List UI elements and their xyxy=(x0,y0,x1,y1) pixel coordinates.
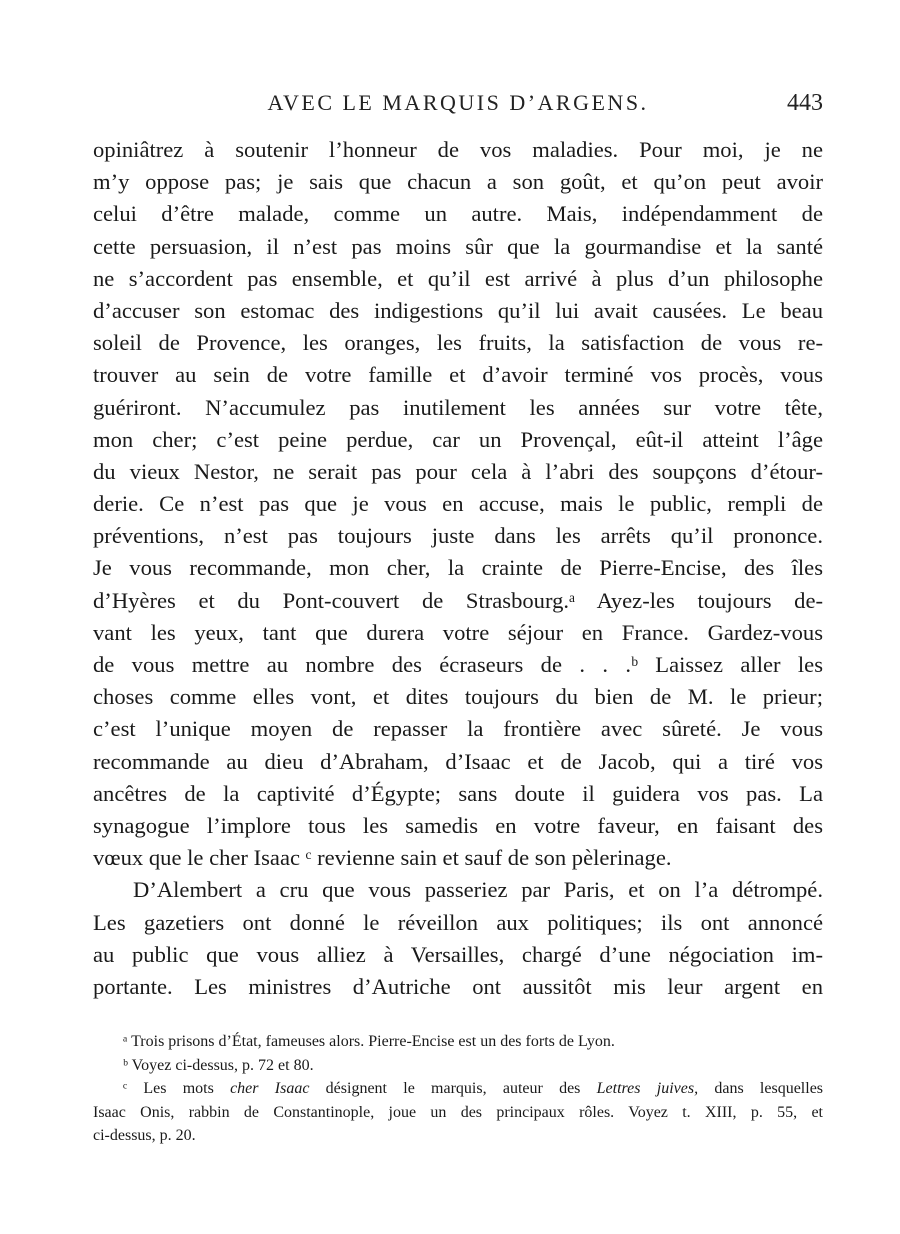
text-line: derie. Ce n’est pas que je vous en accuse, mais le public, rempli de xyxy=(93,491,823,517)
text-line: d’Hyères et du Pont-couvert de Strasbourg.ᵃ Ayez-les toujours de- xyxy=(93,587,823,613)
footnote-c-text: désignent le marquis, auteur des xyxy=(309,1080,597,1097)
text-line: c’est l’unique moyen de repasser la frontière avec sûreté. Je vous xyxy=(93,716,823,742)
footnote-b: ᵇ Voyez ci-dessus, p. 72 et 80. xyxy=(123,1056,314,1074)
text-line: de vous mettre au nombre des écraseurs de . . .ᵇ Laissez aller les xyxy=(93,652,823,677)
footnote-c-italic: Lettres juives, xyxy=(596,1080,699,1097)
footnotes xyxy=(93,1030,823,1148)
text-line: Je vous recommande, mon cher, la crainte de Pierre-Encise, des îles xyxy=(93,555,823,581)
text-line: préventions, n’est pas toujours juste dans les arrêts qu’il prononce. xyxy=(93,523,823,549)
text-line: mon cher; c’est peine perdue, car un Provençal, eût-il atteint l’âge xyxy=(93,426,823,452)
text-line: m’y oppose pas; je sais que chacun a son goût, et qu’on peut avoir xyxy=(93,169,823,195)
text-line: cette persuasion, il n’est pas moins sûr que la gourmandise et la santé xyxy=(93,233,823,259)
footnote-c-continued: Isaac Onis, rabbin de Constantinople, joue un des principaux rôles. Voyez t. XIII, p. 55, et xyxy=(93,1103,823,1121)
text-line: recommande au dieu d’Abraham, d’Isaac et de Jacob, qui a tiré vos xyxy=(93,748,823,774)
text-line: choses comme elles vont, et dites toujours du bien de M. le prieur; xyxy=(93,684,823,710)
text-line: celui d’être malade, comme un autre. Mais, indépendamment de xyxy=(93,201,823,227)
text-line: au public que vous alliez à Versailles, chargé d’une négociation im- xyxy=(93,941,823,967)
footnote-c-text: dans lesquelles xyxy=(698,1080,823,1097)
footnote-a: ᵃ Trois prisons d’État, fameuses alors. Pierre-Encise est un des forts de Lyon. xyxy=(123,1033,615,1050)
text-line: guériront. N’accumulez pas inutilement les années sur votre tête, xyxy=(93,394,823,420)
running-title: AVEC LE MARQUIS D’ARGENS. xyxy=(267,90,649,115)
running-head xyxy=(93,90,823,126)
text-line: soleil de Provence, les oranges, les fruits, la satisfaction de vous re- xyxy=(93,330,823,356)
text-line: portante. Les ministres d’Autriche ont aussitôt mis leur argent en xyxy=(93,973,823,999)
footnote-c-text: ᶜ Les mots xyxy=(123,1080,231,1097)
footnote-c xyxy=(93,1077,823,1101)
text-line: du vieux Nestor, ne serait pas pour cela à l’abri des soupçons d’étour- xyxy=(93,458,823,484)
text-line: vant les yeux, tant que durera votre séjour en France. Gardez-vous xyxy=(93,619,823,645)
page-number: 443 xyxy=(787,90,823,116)
paragraph-end-line: vœux que le cher Isaac ᶜ revienne sain et sauf de son pèlerinage. xyxy=(93,845,672,871)
text-line: Les gazetiers ont donné le réveillon aux politiques; ils ont annoncé xyxy=(93,909,823,935)
text-line: synagogue l’implore tous les samedis en votre faveur, en faisant des xyxy=(93,812,823,838)
text-line: ancêtres de la captivité d’Égypte; sans doute il guidera vos pas. La xyxy=(93,780,823,806)
text-line: trouver au sein de votre famille et d’avoir terminé vos procès, vous xyxy=(93,362,823,388)
footnote-c-continued: ci-dessus, p. 20. xyxy=(93,1127,196,1144)
text-line: opiniâtrez à soutenir l’honneur de vos maladies. Pour moi, je ne xyxy=(93,137,823,162)
text-line: d’accuser son estomac des indigestions qu’il lui avait causées. Le beau xyxy=(93,297,823,323)
text-line: ne s’accordent pas ensemble, et qu’il est arrivé à plus d’un philosophe xyxy=(93,265,823,291)
body-text xyxy=(93,134,823,1003)
paragraph-start-line: D’Alembert a cru que vous passeriez par Paris, et on l’a détrompé. xyxy=(133,877,823,903)
footnote-c-italic: cher Isaac xyxy=(230,1080,310,1097)
